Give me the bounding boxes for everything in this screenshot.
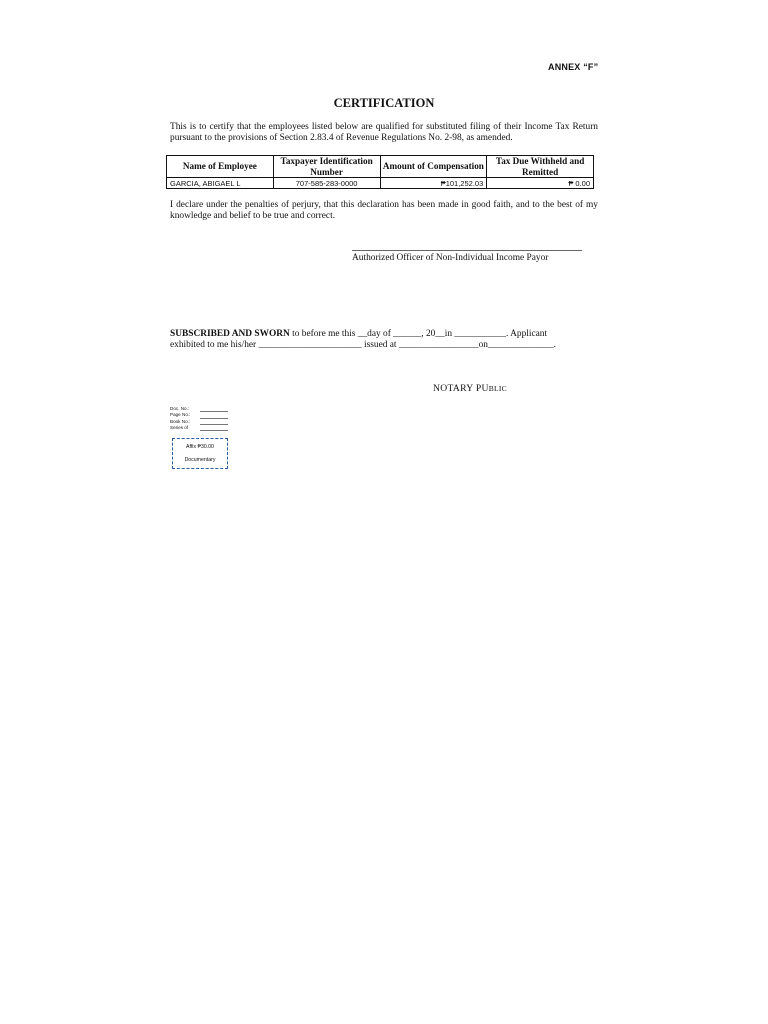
signature-label: Authorized Officer of Non-Individual Income Payor <box>352 253 549 263</box>
stamp-line-1: Affix ₱30.00 <box>186 444 214 450</box>
annex-label: ANNEX “F” <box>548 62 599 72</box>
book-no-label: Book No.: <box>170 418 191 424</box>
stamp-line-2: Documentary <box>184 457 216 463</box>
sworn-paragraph <box>170 329 600 351</box>
table-header-row <box>167 156 594 178</box>
cell-tin: 707-585-283-0000 <box>273 178 380 189</box>
doc-no-label: Doc. No.: <box>170 406 190 411</box>
series-of-label: Series of <box>170 424 189 430</box>
cell-amount: ₱101,252.03 <box>380 178 487 189</box>
header-amount: Amount of Compensation <box>380 156 487 178</box>
doc-info-row <box>170 425 228 431</box>
notary-public-label <box>433 383 507 394</box>
sworn-line1: to before me this __day of ______, 20__in ___________. Applicant <box>289 329 548 339</box>
header-name: Name of Employee <box>167 156 274 178</box>
table-row <box>167 178 594 189</box>
page-no-label: Page No.: <box>170 412 191 418</box>
cell-employee-name: GARCIA, ABIGAEL L <box>167 178 274 189</box>
sworn-line2: exhibited to me his/her ______________________ issued at _________________on______________. <box>170 340 556 350</box>
signature-line <box>352 250 582 251</box>
declaration-paragraph: I declare under the penalties of perjury, that this declaration has been made in good faith, and to the best of my knowledge and belief to be true and correct. <box>170 200 598 221</box>
header-tin: Taxpayer Identification Number <box>273 156 380 178</box>
intro-paragraph: This is to certify that the employees listed below are qualified for substituted filing of their Income Tax Return pursuant to the provisions of Section 2.83.4 of Revenue Regulations No. 2-98, as amended. <box>170 122 598 143</box>
notary-small: BLIC <box>488 384 507 393</box>
doc-no-blank <box>200 407 228 412</box>
header-tax: Tax Due Withheld and Remitted <box>487 156 594 178</box>
page-no-blank <box>200 414 228 419</box>
sworn-heading: SUBSCRIBED AND SWORN <box>170 329 290 339</box>
cell-tax: ₱ 0.00 <box>487 178 594 189</box>
series-of-blank <box>200 426 228 431</box>
doc-info-block <box>170 406 228 431</box>
employee-table <box>166 155 594 189</box>
book-no-blank <box>200 420 228 425</box>
document-title: CERTIFICATION <box>333 96 435 110</box>
notary-main: NOTARY PU <box>433 383 489 394</box>
documentary-stamp-box <box>172 438 228 469</box>
